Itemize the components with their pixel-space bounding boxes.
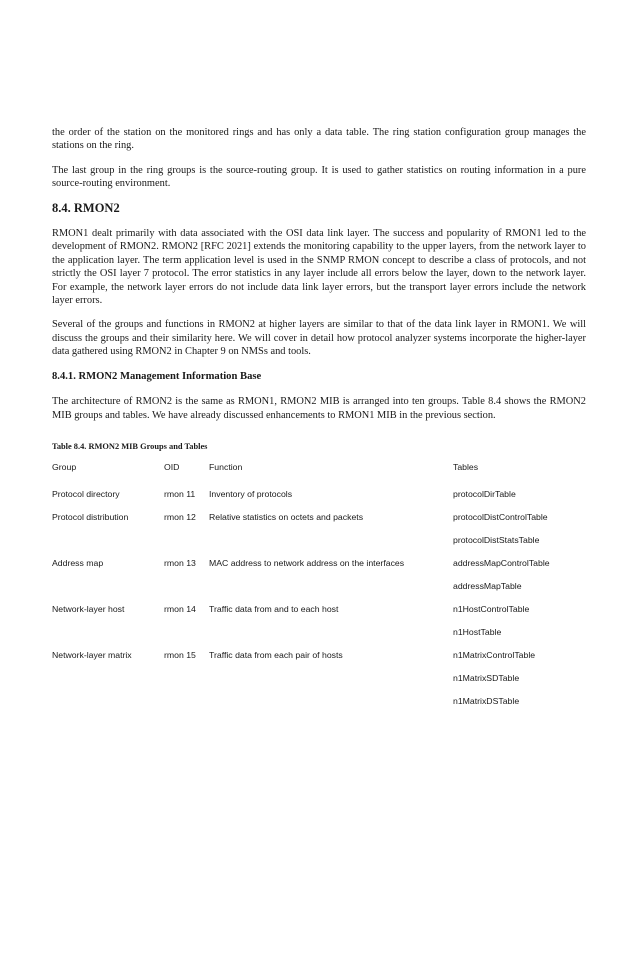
- header-oid: OID: [164, 462, 180, 473]
- cell-oid: [164, 695, 209, 718]
- cell-tables: protocolDirTable: [453, 489, 516, 500]
- cell-tables: protocolDistControlTable: [453, 512, 548, 523]
- table-row: [52, 534, 586, 557]
- cell-function: Inventory of protocols: [209, 489, 293, 500]
- subsection-heading-rmon2-mib: 8.4.1. RMON2 Management Information Base: [52, 370, 262, 382]
- cell-function: MAC address to network address on the interfaces: [209, 558, 405, 569]
- cell-function: [209, 580, 453, 603]
- cell-group: [52, 534, 164, 557]
- table-row: [52, 488, 586, 511]
- cell-oid: [164, 580, 209, 603]
- cell-tables: addressMapTable: [453, 581, 522, 592]
- table-row: [52, 626, 586, 649]
- paragraph-higher-layer-groups: Several of the groups and functions in RMON2 at higher layers are similar to that of the data link layer in RMON1. We will discuss the groups and their similarity here. We will cover in detail how protocol analyzer systems incorporate the higher-layer data gathered using RMON2 in Chapter 9 on NMSs and tools.: [52, 319, 586, 358]
- cell-function: Relative statistics on octets and packets: [209, 512, 364, 523]
- table-caption: Table 8.4. RMON2 MIB Groups and Tables: [52, 441, 208, 451]
- cell-tables: n1MatrixControlTable: [453, 650, 536, 661]
- header-group: Group: [52, 462, 77, 473]
- cell-oid: rmon 15: [164, 650, 196, 661]
- cell-oid: rmon 12: [164, 512, 196, 523]
- paragraph-source-routing: The last group in the ring groups is the source-routing group. It is used to gather statistics on routing information in a pure source-routing environment.: [52, 164, 586, 190]
- cell-function: [209, 626, 453, 649]
- paragraph-ring-station-order: the order of the station on the monitored rings and has only a data table. The ring station configuration group manages the stations on the ring.: [52, 127, 586, 152]
- cell-tables: addressMapControlTable: [453, 558, 550, 569]
- cell-oid: [164, 534, 209, 557]
- paragraph-rmon2-architecture: The architecture of RMON2 is the same as RMON1, RMON2 MIB is arranged into ten groups. Table 8.4 shows the RMON2 MIB groups and tables. We have already discussed enhancements to RMON1 MIB in the previous section.: [52, 396, 586, 421]
- table-header-row: [52, 461, 586, 488]
- cell-group: Network-layer matrix: [52, 650, 132, 661]
- table-row: [52, 603, 586, 626]
- table-row: [52, 695, 586, 718]
- table-row: [52, 511, 586, 534]
- cell-function: [209, 695, 453, 718]
- cell-function: [209, 534, 453, 557]
- cell-group: [52, 672, 164, 695]
- cell-group: Address map: [52, 558, 104, 569]
- cell-group: Protocol directory: [52, 489, 120, 500]
- cell-oid: rmon 13: [164, 558, 196, 569]
- cell-tables: n1MatrixSDTable: [453, 673, 520, 684]
- cell-oid: [164, 626, 209, 649]
- cell-oid: rmon 14: [164, 604, 196, 615]
- section-heading-rmon2: 8.4. RMON2: [52, 200, 120, 215]
- cell-tables: n1HostControlTable: [453, 604, 530, 615]
- rmon2-mib-table: [52, 461, 586, 718]
- cell-function: Traffic data from and to each host: [209, 604, 339, 615]
- cell-function: Traffic data from each pair of hosts: [209, 650, 343, 661]
- cell-group: Protocol distribution: [52, 512, 129, 523]
- cell-tables: n1MatrixDSTable: [453, 696, 520, 707]
- cell-group: [52, 695, 164, 718]
- cell-group: Network-layer host: [52, 604, 125, 615]
- document-page: [52, 126, 586, 718]
- cell-tables: n1HostTable: [453, 627, 502, 638]
- table-row: [52, 557, 586, 580]
- cell-function: [209, 672, 453, 695]
- cell-group: [52, 580, 164, 603]
- table-row: [52, 672, 586, 695]
- paragraph-rmon1-rmon2: RMON1 dealt primarily with data associated with the OSI data link layer. The success and popularity of RMON1 led to the development of RMON2. RMON2 [RFC 2021] extends the monitoring capability to the upper layers, from the network layer to the application layer. The term application level is used in the SNMP RMON concept to describe a class of protocols, and not strictly the OSI layer 7 protocol. The error statistics in any layer include all errors below the layer, down to the network layer. For example, the network layer errors do not include data link layer errors, but the transport layer errors include the network layer errors.: [52, 228, 586, 307]
- header-function: Function: [209, 462, 243, 473]
- cell-tables: protocolDistStatsTable: [453, 535, 540, 546]
- table-row: [52, 649, 586, 672]
- cell-oid: [164, 672, 209, 695]
- cell-group: [52, 626, 164, 649]
- header-tables: Tables: [453, 462, 479, 473]
- cell-oid: rmon 11: [164, 489, 196, 500]
- table-row: [52, 580, 586, 603]
